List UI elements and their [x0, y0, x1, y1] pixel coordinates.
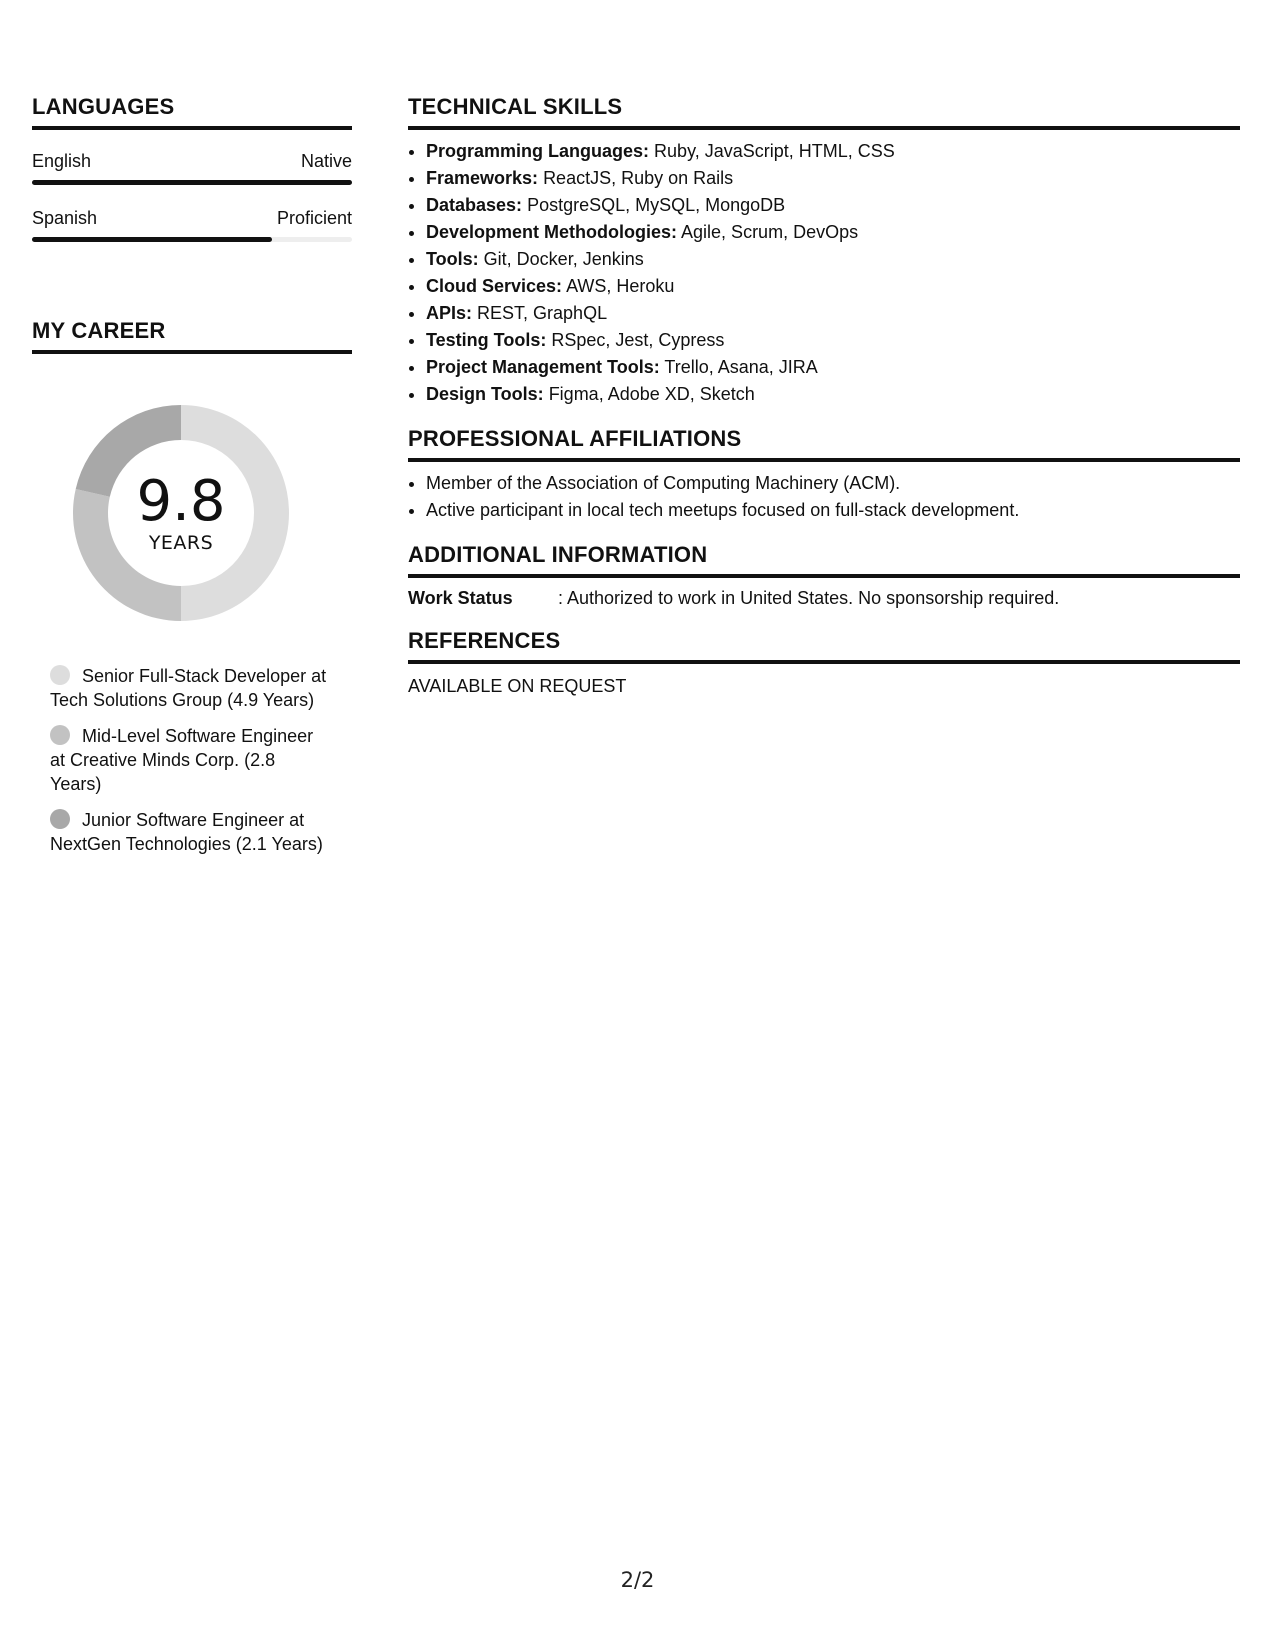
skill-value: PostgreSQL, MySQL, MongoDB: [527, 195, 786, 215]
skill-label: Cloud Services:: [426, 276, 563, 296]
references-title: REFERENCES: [408, 628, 1240, 664]
skill-item: [426, 300, 1240, 327]
affiliation-item: • Member of the Association of Computing Machinery (ACM).: [426, 470, 1240, 497]
languages-section: [32, 94, 352, 242]
language-name: Spanish: [32, 208, 98, 228]
language-row-english: [32, 150, 352, 172]
language-bar-spanish: [32, 237, 352, 242]
references-section: [408, 628, 1240, 698]
left-column: [32, 94, 352, 868]
legend-dot-icon: [50, 725, 70, 745]
skill-value: AWS, Heroku: [566, 276, 675, 296]
affiliations-list: [408, 470, 1240, 524]
career-total-value: 9.8: [136, 469, 226, 534]
skill-value: Figma, Adobe XD, Sketch: [548, 384, 755, 404]
skill-item: [426, 327, 1240, 354]
career-title: MY CAREER: [32, 318, 352, 354]
work-status-value: : Authorized to work in United States. No sponsorship required.: [558, 588, 1060, 608]
legend-item: [50, 664, 330, 712]
language-row-spanish: [32, 207, 352, 229]
work-status-row: [408, 586, 1240, 610]
references-text: AVAILABLE ON REQUEST: [408, 676, 627, 696]
legend-text: Senior Full-Stack Developer at Tech Solutions Group (4.9 Years): [50, 666, 327, 710]
skill-item: [426, 219, 1240, 246]
skill-item: [426, 192, 1240, 219]
language-bar-fill: [32, 237, 272, 242]
technical-skills-section: [408, 94, 1240, 408]
affiliations-title: PROFESSIONAL AFFILIATIONS: [408, 426, 1240, 462]
skill-label: Frameworks:: [426, 168, 539, 188]
skill-item: [426, 246, 1240, 273]
legend-dot-icon: [50, 809, 70, 829]
work-status-label: Work Status: [408, 588, 513, 608]
skill-value: Agile, Scrum, DevOps: [681, 222, 859, 242]
skill-label: Design Tools:: [426, 384, 544, 404]
skills-list: [408, 138, 1240, 408]
skill-label: Testing Tools:: [426, 330, 547, 350]
skill-label: Development Methodologies:: [426, 222, 678, 242]
career-legend: [50, 664, 330, 856]
legend-text: Mid-Level Software Engineer at Creative Minds Corp. (2.8 Years): [50, 726, 314, 794]
legend-dot-icon: [50, 665, 70, 685]
skill-value: RSpec, Jest, Cypress: [551, 330, 725, 350]
legend-item: [50, 808, 330, 856]
right-column: [408, 94, 1240, 698]
additional-info-title: ADDITIONAL INFORMATION: [408, 542, 1240, 578]
additional-info-section: [408, 542, 1240, 610]
language-level: Native: [300, 151, 352, 171]
legend-item: [50, 724, 330, 796]
skill-item: [426, 381, 1240, 408]
technical-skills-title: TECHNICAL SKILLS: [408, 94, 1240, 130]
skill-item: [426, 165, 1240, 192]
legend-text: Junior Software Engineer at NextGen Technologies (2.1 Years): [50, 810, 323, 854]
career-donut-chart: [66, 398, 296, 628]
skill-item: [426, 138, 1240, 165]
page-number: 2/2: [620, 1568, 655, 1592]
skill-item: [426, 354, 1240, 381]
language-level: Proficient: [276, 208, 352, 228]
skill-value: Git, Docker, Jenkins: [483, 249, 644, 269]
affiliation-item: • Active participant in local tech meetups focused on full-stack development.: [426, 497, 1240, 524]
language-bar-english: [32, 180, 352, 185]
skill-label: APIs:: [426, 303, 473, 323]
affiliations-section: [408, 426, 1240, 524]
skill-label: Project Management Tools:: [426, 357, 660, 377]
language-name: English: [32, 151, 92, 171]
languages-title: LANGUAGES: [32, 94, 352, 130]
skill-label: Programming Languages:: [426, 141, 650, 161]
career-total-unit: YEARS: [148, 532, 214, 554]
skill-value: Ruby, JavaScript, HTML, CSS: [654, 141, 895, 161]
skill-value: REST, GraphQL: [477, 303, 608, 323]
skill-label: Databases:: [426, 195, 523, 215]
skill-label: Tools:: [426, 249, 479, 269]
career-section: [32, 318, 352, 856]
skill-item: [426, 273, 1240, 300]
language-bar-fill: [32, 180, 352, 185]
donut-center: [66, 398, 296, 628]
skill-value: ReactJS, Ruby on Rails: [543, 168, 734, 188]
skill-value: Trello, Asana, JIRA: [664, 357, 818, 377]
